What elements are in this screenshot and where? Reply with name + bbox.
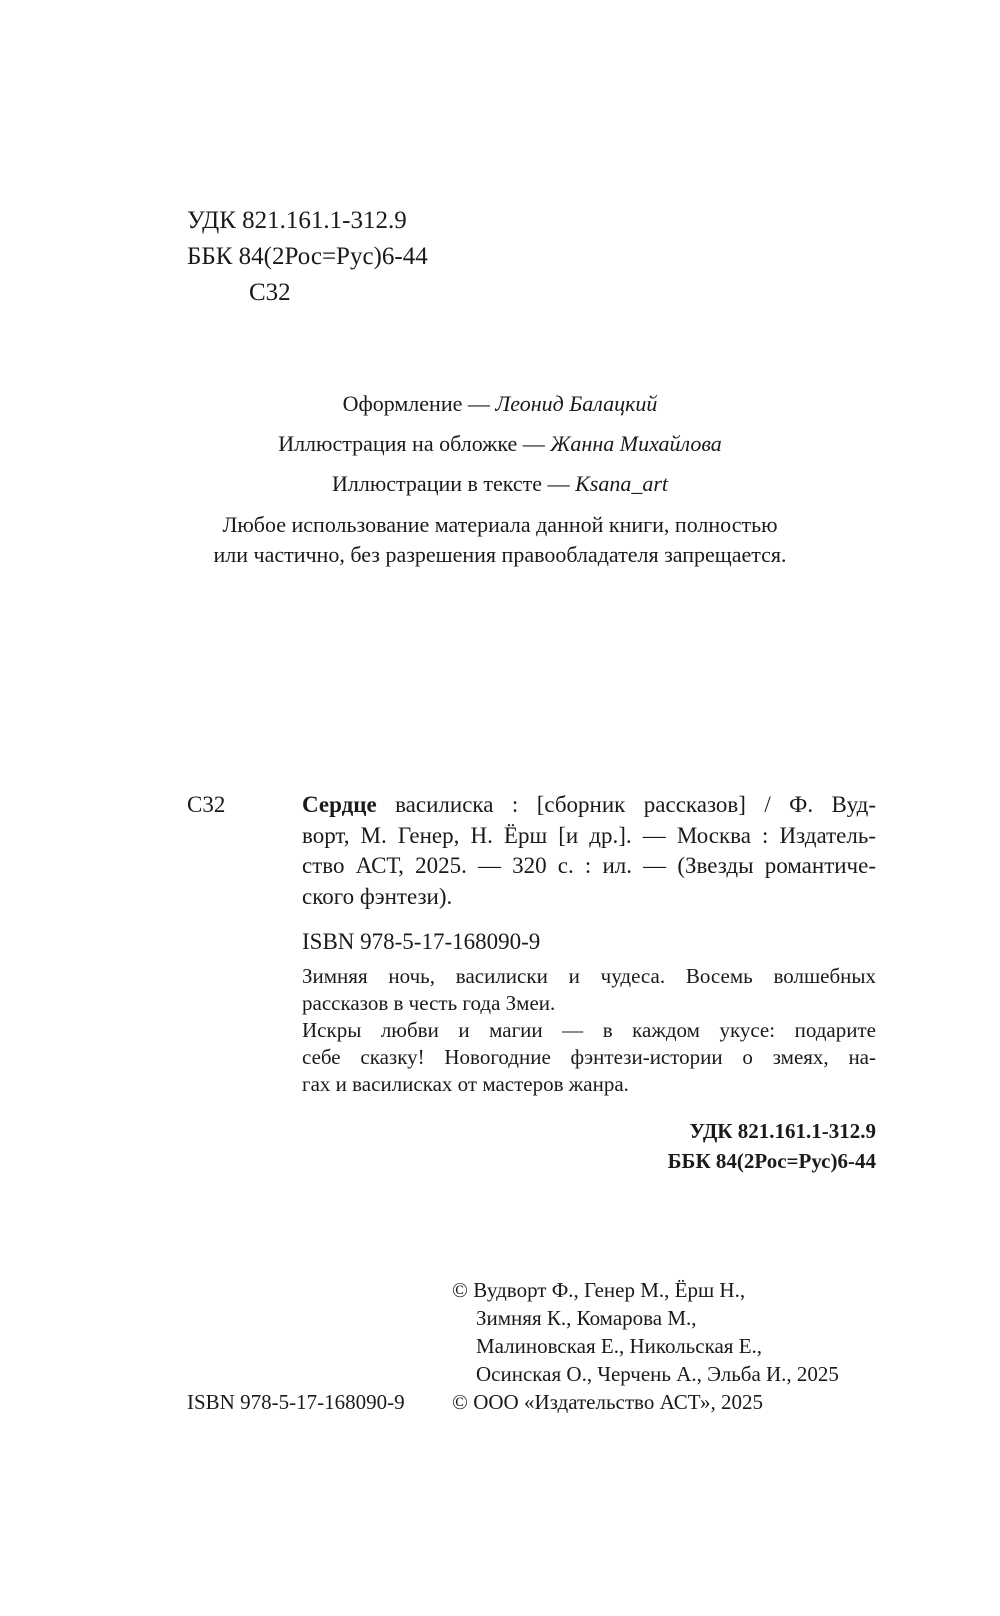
copyrights-block [452,1276,839,1416]
footer-isbn: ISBN 978-5-17-168090-9 [187,1390,405,1414]
copyright-authors-line: Малиновская Е., Никольская Е., [476,1334,763,1358]
copyright-authors-line: Осинская О., Черчень А., Эльба И., 2025 [476,1362,839,1386]
card-bbk-code: ББК 84(2Рос=Рус)6-44 [667,1149,876,1173]
credit-person: Ksana_art [575,471,668,496]
bibliographic-line: ство АСТ, 2025. — 320 с. : ил. — (Звезды романтиче- [302,853,876,878]
author-mark: С32 [249,279,291,306]
catalog-card-classification [0,1116,876,1176]
credit-design [0,384,1000,424]
catalog-card-code: С32 [187,792,226,817]
udk-code: УДК 821.161.1-312.9 [187,207,407,234]
bibliographic-line: ского фэнтези). [302,883,453,909]
copyright-authors-line: © Вудворт Ф., Генер М., Ёрш Н., [452,1278,746,1302]
copyright-notice [0,510,1000,570]
credit-role: Иллюстрация на обложке — [278,431,551,456]
bibliographic-line: Сердце василиска : [сборник рассказов] / Ф. Вуд- [302,792,876,817]
credit-text-illustrations [0,464,1000,504]
top-classification-block [187,203,428,311]
annotation-line: гах и василисках от мастеров жанра. [302,1072,629,1096]
bibliographic-line: ворт, М. Генер, Н. Ёрш [и др.]. — Москва : Издатель- [302,822,876,848]
credit-person: Жанна Михайлова [550,431,722,456]
copyright-publisher-line: © ООО «Издательство АСТ», 2025 [452,1390,763,1414]
credits-block [0,384,1000,504]
annotation-line: Зимняя ночь, василиски и чудеса. Восемь волшебных [302,964,876,988]
catalog-card-isbn: ISBN 978-5-17-168090-9 [302,929,541,954]
annotation-block [302,963,876,1098]
annotation-line: Искры любви и магии — в каждом укусе: подарите [302,1018,876,1042]
copyright-authors-line: Зимняя К., Комарова М., [476,1306,697,1330]
annotation-line: рассказов в честь года Змеи. [302,991,556,1015]
bbk-code: ББК 84(2Рос=Рус)6-44 [187,243,428,270]
credit-person: Леонид Балацкий [495,391,658,416]
card-udk-code: УДК 821.161.1-312.9 [689,1119,876,1143]
book-title: Сердце [302,792,377,817]
annotation-line: себе сказку! Новогодние фэнтези-истории о змеях, на- [302,1045,876,1069]
catalog-card-description [302,790,876,912]
notice-line: Любое использование материала данной книги, полностью [222,512,778,537]
credit-cover-illustration [0,424,1000,464]
credit-role: Иллюстрации в тексте — [332,471,576,496]
notice-line: или частично, без разрешения правообладателя запрещается. [213,542,787,567]
credit-role: Оформление — [342,391,496,416]
